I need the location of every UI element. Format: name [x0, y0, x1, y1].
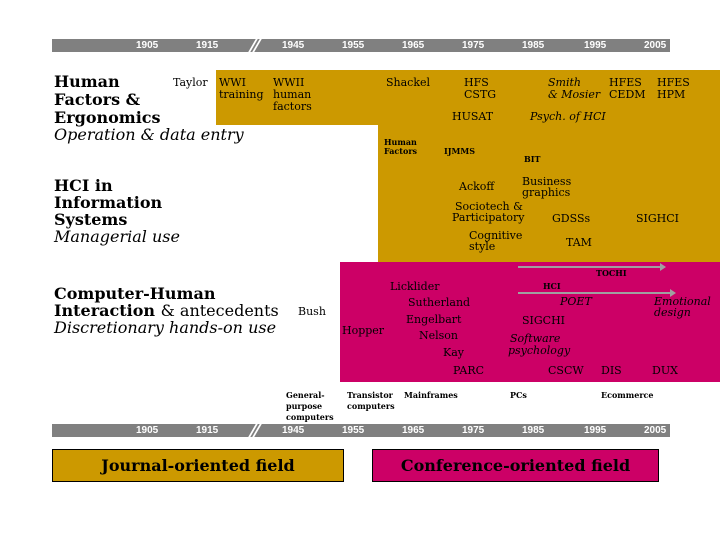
wwi-label: training [219, 88, 264, 101]
field-title-line: Ergonomics [54, 108, 161, 127]
hfes-cedm-label: HFES [609, 76, 642, 89]
year-label: 2005 [644, 40, 667, 51]
year-label: 1915 [196, 425, 219, 436]
poet-label: POET [560, 295, 592, 308]
cscw-label: CSCW [548, 364, 584, 377]
general-purpose-label: computers [286, 412, 334, 422]
legend-conference [372, 449, 659, 482]
wwi-label: WWI [219, 76, 246, 89]
ecommerce-label: Ecommerce [601, 390, 654, 400]
general-purpose-label: General- [286, 390, 325, 400]
year-label: 1975 [462, 40, 485, 51]
business-graphics-label: Business [522, 175, 572, 188]
human-factors-journal-label: Human [384, 137, 417, 147]
year-label: 1945 [282, 425, 305, 436]
hfs-label: CSTG [464, 88, 497, 101]
transistor-label: computers [347, 401, 395, 411]
field-title-line: Computer-Human [54, 284, 216, 303]
pcs-label: PCs [510, 390, 527, 400]
year-label: 1965 [402, 425, 425, 436]
sociotech-label: Participatory [452, 211, 525, 224]
field-subtitle: Managerial use [54, 227, 180, 246]
legend-conference-label: Conference-oriented field [400, 456, 631, 475]
psych-hci-label: Psych. of HCI [530, 110, 606, 123]
taylor-label: Taylor [173, 76, 208, 89]
hfes-hpm-label: HFES [657, 76, 690, 89]
kay-label: Kay [443, 346, 464, 359]
hci-label: HCI [543, 281, 561, 291]
year-label: 1905 [136, 40, 159, 51]
wwii-label: human [273, 88, 312, 101]
bush-label: Bush [298, 305, 326, 318]
business-graphics-label: graphics [522, 186, 571, 199]
tam-label: TAM [566, 236, 592, 249]
year-label: 1915 [196, 40, 219, 51]
year-label: 1975 [462, 425, 485, 436]
field-title-line: Systems [54, 210, 128, 229]
hfes-hpm-label: HPM [657, 88, 686, 101]
software-psychology-label: psychology [508, 344, 571, 357]
emotional-design-label: design [654, 306, 691, 319]
tochi-label: TOCHI [596, 268, 627, 278]
emotional-design-label: Emotional [654, 295, 711, 308]
husat-label: HUSAT [452, 110, 494, 123]
nelson-label: Nelson [419, 329, 459, 342]
software-psychology-label: Software [510, 332, 561, 345]
wwii-label: factors [273, 100, 312, 113]
ijmms-label: IJMMS [444, 146, 476, 156]
field-subtitle: Discretionary hands-on use [54, 318, 277, 337]
timeline-bottom [52, 424, 670, 437]
year-label: 1955 [342, 40, 365, 51]
year-label: 1985 [522, 40, 545, 51]
smith-mosier-label: & Mosier [548, 88, 601, 101]
wwii-label: WWII [273, 76, 305, 89]
dux-label: DUX [652, 364, 678, 377]
year-label: 1965 [402, 40, 425, 51]
field-title-line: HCI in [54, 176, 113, 195]
year-label: 1905 [136, 425, 159, 436]
transistor-label: Transistor [347, 390, 393, 400]
year-label: 1995 [584, 425, 607, 436]
sociotech-label: Sociotech & [455, 200, 523, 213]
hfs-label: HFS [464, 76, 489, 89]
engelbart-label: Engelbart [406, 313, 462, 326]
year-label: 1945 [282, 40, 305, 51]
human-factors-journal-label: Factors [384, 146, 418, 156]
parc-label: PARC [453, 364, 485, 377]
ackoff-label: Ackoff [459, 180, 495, 193]
field-subtitle: Operation & data entry [54, 125, 244, 144]
year-label: 2005 [644, 425, 667, 436]
dis-label: DIS [601, 364, 622, 377]
gdsss-label: GDSSs [552, 212, 591, 225]
hopper-label: Hopper [342, 324, 385, 337]
year-label: 1985 [522, 425, 545, 436]
field-title-line: Factors & [54, 90, 141, 109]
sigchi-label: SIGCHI [522, 314, 566, 327]
general-purpose-label: purpose [286, 401, 323, 411]
bit-label: BIT [524, 154, 541, 164]
shackel-label: Shackel [386, 76, 431, 89]
cognitive-style-label: style [469, 240, 496, 253]
cognitive-style-label: Cognitive [469, 229, 523, 242]
field-title-line: Information [54, 193, 163, 212]
year-label: 1995 [584, 40, 607, 51]
legend-journal-label: Journal-oriented field [101, 456, 295, 475]
field-title-text: Interaction [54, 301, 155, 320]
tochi-arrowhead [660, 263, 666, 271]
legend-journal [52, 449, 344, 482]
sutherland-label: Sutherland [408, 296, 471, 309]
smith-mosier-label: Smith [548, 76, 581, 89]
mainframes-label: Mainframes [404, 390, 458, 400]
licklider-label: Licklider [390, 280, 440, 293]
year-label: 1955 [342, 425, 365, 436]
field-title-line: Human [54, 72, 120, 91]
sighci-label: SIGHCI [636, 212, 680, 225]
hfes-cedm-label: CEDM [609, 88, 646, 101]
field-title-suffix: & antecedents [160, 301, 279, 320]
